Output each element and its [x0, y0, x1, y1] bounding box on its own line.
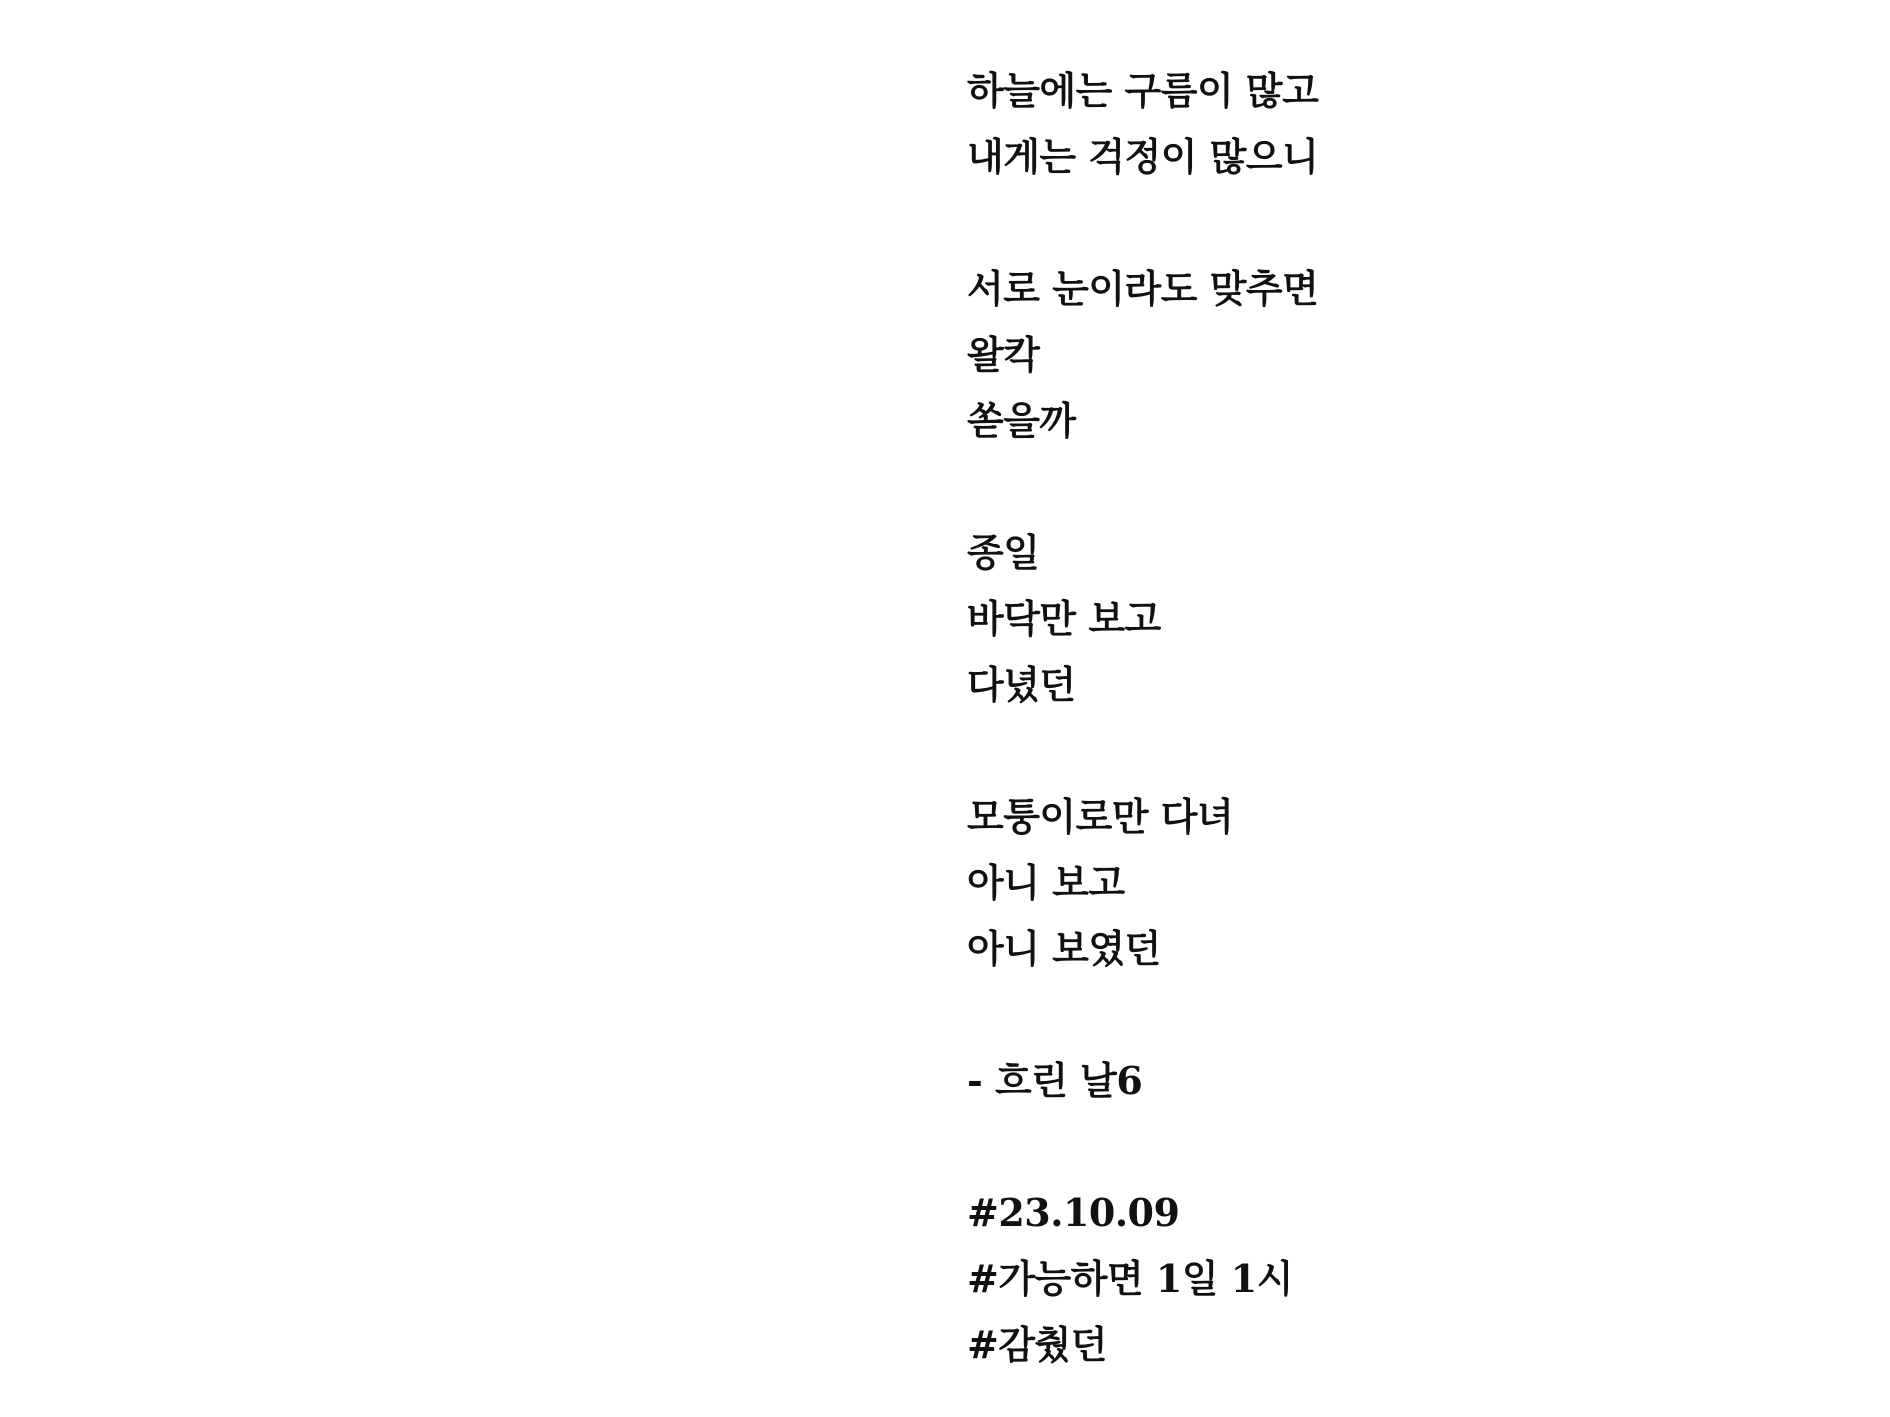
- stanza-2: [967, 256, 1767, 454]
- poem-line: 종일: [967, 530, 1040, 575]
- poem-line: 하늘에는 구름이 많고: [967, 68, 1319, 113]
- hashtag-list: [967, 1180, 1767, 1378]
- poem-line: 쏟을까: [967, 398, 1076, 443]
- stanza-gap: [967, 454, 1767, 520]
- poem-line: 아니 보였던: [967, 926, 1161, 971]
- hashtag: #가능하면 1일 1시: [967, 1256, 1293, 1301]
- poem-line: 아니 보고: [967, 860, 1125, 905]
- hashtag: #감췄던: [967, 1322, 1107, 1367]
- stanza-4: [967, 784, 1767, 982]
- stanza-gap: [967, 1114, 1767, 1180]
- stanza-1: [967, 58, 1767, 190]
- poem-line: 바닥만 보고: [967, 596, 1161, 641]
- poem-line: 왈칵: [967, 332, 1040, 377]
- poem-line: 내게는 걱정이 많으니: [967, 134, 1319, 179]
- stanza-gap: [967, 190, 1767, 256]
- poem-signature: - 흐린 날6: [967, 1058, 1143, 1103]
- poem-line: 모퉁이로만 다녀: [967, 794, 1234, 839]
- stanza-gap: [967, 982, 1767, 1048]
- stanza-gap: [967, 718, 1767, 784]
- stanza-3: [967, 520, 1767, 718]
- poem-line: 서로 눈이라도 맞추면: [967, 266, 1319, 311]
- poem-body: [967, 58, 1767, 1378]
- poem-line: 다녔던: [967, 662, 1076, 707]
- hashtag: #23.10.09: [967, 1190, 1180, 1235]
